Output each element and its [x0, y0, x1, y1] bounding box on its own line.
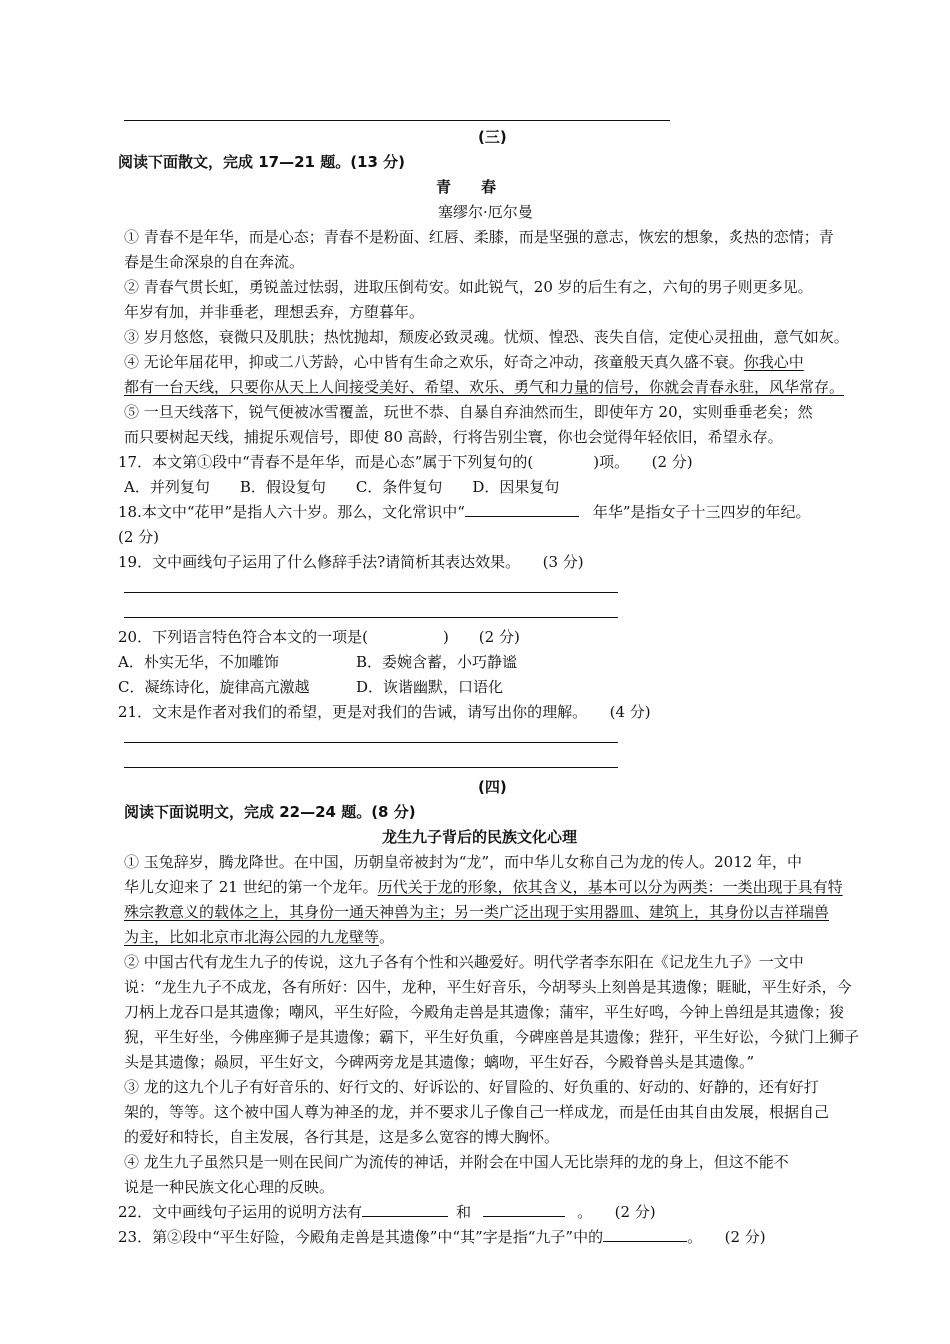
essay-p1-line1: ① 青春不是年华，而是心态；青春不是粉面、红唇、柔膝，而是坚强的意志，恢宏的想象，炙热的恋情；青: [124, 228, 834, 246]
article-p4-line1: ④ 龙生九子虽然只是一则在民间广为流传的神话，并附会在中国人无比崇拜的龙的身上，但这不能不: [124, 1153, 789, 1171]
article-p3-line3: 的爱好和特长，自主发展，各行其是，这是多么宽容的博大胸怀。: [124, 1128, 560, 1146]
question-20-option-c: C．凝练诗化，旋律高亢激越: [118, 678, 310, 696]
question-22-blank-1[interactable]: [362, 1202, 448, 1217]
question-19: 19．文中画线句子运用了什么修辞手法?请简析其表达效果。 (3 分): [118, 553, 584, 571]
article-p4-line2: 说是一种民族文化心理的反映。: [124, 1178, 335, 1196]
essay-p3: ③ 岁月悠悠，衰微只及肌肤；热忱抛却，颓废必致灵魂。忧烦、惶恐、丧失自信，定使心灵扭曲，意气如灰。: [124, 328, 849, 346]
essay-p5-line2: 而只要树起天线，捕捉乐观信号，即使 80 高龄，行将告别尘寰，你也会觉得年轻依旧，希望永存。: [124, 428, 783, 446]
essay-p2-line2: 年岁有加，并非垂老，理想丢弃，方堕暮年。: [124, 303, 425, 321]
article-p1-line3-underlined: 殊宗教意义的载体之上，其身份一通天神兽为主；另一类广泛出现于实用器皿、建筑上，其身份以吉祥瑞兽: [124, 903, 830, 921]
question-23-text: 23．第②段中“平生好险，今殿角走兽是其遗像”中“其”字是指“九子”中的: [118, 1228, 604, 1246]
answer-line-19-1[interactable]: [124, 592, 618, 593]
section-4-instruction: 阅读下面说明文，完成 22—24 题。(8 分): [124, 803, 416, 821]
essay-p4-text: ④ 无论年届花甲，抑或二八芳龄，心中皆有生命之欢乐，好奇之冲动，孩童般天真久盛不衰。: [124, 353, 744, 371]
article-p3-line2: 架的，等等。这个被中国人尊为神圣的龙，并不要求儿子像自己一样成龙，而是任由其自由发展，根据自己: [124, 1103, 830, 1121]
article-p1-line1: ① 玉兔辞岁，腾龙降世。在中国，历朝皇帝被封为“龙”，而中华儿女称自己为龙的传人。2012 年，中: [124, 853, 803, 871]
question-18-points: (2 分): [118, 528, 160, 546]
answer-line-21-2[interactable]: [124, 767, 618, 768]
answer-line-21-1[interactable]: [124, 742, 618, 743]
question-22-and: 和: [456, 1203, 472, 1221]
article-p1-underlined-start: 历代关于龙的形象，依其含义，基本可以分为两类：一类出现于具有特: [377, 878, 843, 896]
article-p2-line4: 猊，平生好坐，今佛座狮子是其遗像；霸下，平生好负重，今碑座兽是其遗像；狴犴，平生好讼，今狱门上狮子: [124, 1028, 860, 1046]
article-p1-period: 。: [379, 928, 395, 946]
article-p3-line1: ③ 龙的这九个儿子有好音乐的、好行文的、好诉讼的、好冒险的、好负重的、好动的、好静的，还有好打: [124, 1078, 819, 1096]
article-p2-line2: 说：“龙生九子不成龙，各有所好：囚牛，龙种，平生好音乐，今胡琴头上刻兽是其遗像；睚眦，平生好杀，今: [124, 978, 852, 996]
question-18-blank[interactable]: [465, 502, 579, 517]
question-22-blank-2[interactable]: [483, 1202, 565, 1217]
section-4-heading: (四): [478, 778, 507, 796]
section-3-instruction: 阅读下面散文，完成 17—21 题。(13 分): [118, 153, 406, 171]
question-20-option-a: A．朴实无华，不加雕饰: [118, 653, 279, 671]
question-22-end: 。 (2 分): [577, 1203, 656, 1221]
answer-line-19-2[interactable]: [124, 617, 618, 618]
essay-p1-line2: 春是生命深泉的自在奔流。: [124, 253, 305, 271]
question-20: 20．下列语言特色符合本文的一项是( ) (2 分): [118, 628, 520, 646]
essay-p4-line2-underlined: 都有一台天线，只要你从天上人间接受美好、希望、欢乐、勇气和力量的信号，你就会青春永驻，风华常存。: [124, 378, 845, 396]
question-23: [118, 1227, 766, 1247]
article-p2-line1: ② 中国古代有龙生九子的传说，这九子各有个性和兴趣爱好。明代学者李东阳在《记龙生九子》一文中: [124, 953, 804, 971]
question-23-blank[interactable]: [603, 1227, 687, 1242]
top-rule: [124, 120, 670, 121]
question-17: 17．本文第①段中“青春不是年华，而是心态”属于下列复句的( )项。 (2 分): [118, 453, 693, 471]
article-p2-line5: 头是其遗像；赑屃，平生好文，今碑两旁龙是其遗像；螭吻，平生好吞，今殿脊兽头是其遗像。”: [124, 1053, 755, 1071]
question-22-text: 22．文中画线句子运用的说明方法有: [118, 1203, 363, 1221]
essay-p4-underlined-start: 你我心中: [743, 353, 804, 371]
essay-author: 塞缪尔·厄尔曼: [438, 203, 533, 221]
section-3-heading: (三): [478, 128, 507, 146]
essay-p2-line1: ② 青春气贯长虹，勇锐盖过怯弱，进取压倒苟安。如此锐气，20 岁的后生有之，六旬的男子则更多见。: [124, 278, 813, 296]
article-p1-line4: [124, 927, 394, 947]
essay-p4-line1: [124, 352, 804, 372]
article-p1-underlined-end: 为主，比如北京市北海公园的九龙壁等: [124, 928, 380, 946]
essay-title: 青 春: [436, 178, 497, 196]
question-20-option-d: D．诙谐幽默，口语化: [356, 678, 504, 696]
question-23-end: 。 (2 分): [687, 1228, 766, 1246]
question-21: 21．文末是作者对我们的希望，更是对我们的告诫，请写出你的理解。 (4 分): [118, 703, 651, 721]
essay-p5-line1: ⑤ 一旦天线落下，锐气便被冰雪覆盖，玩世不恭、自暴自弃油然而生，即使年方 20，实则垂垂老矣；然: [124, 403, 813, 421]
article-p2-line3: 刀柄上龙吞口是其遗像；嘲风，平生好险，今殿角走兽是其遗像；蒲牢，平生好鸣，今钟上兽纽是其遗像；狻: [124, 1003, 845, 1021]
article-title: 龙生九子背后的民族文化心理: [382, 828, 578, 846]
question-22: [118, 1202, 656, 1222]
article-p1-line2: [124, 877, 843, 897]
question-17-options: A．并列复句 B．假设复句 C．条件复句 D．因果复句: [124, 478, 560, 496]
question-18-text-end: 年华”是指女子十三四岁的年纪。: [592, 503, 811, 521]
question-18-line1: [118, 502, 811, 522]
question-20-option-b: B．委婉含蓄，小巧静谧: [356, 653, 518, 671]
question-18-text: 18.本文中“花甲”是指人六十岁。那么，文化常识中“: [118, 503, 465, 521]
article-p1-text: 华儿女迎来了 21 世纪的第一个龙年。: [124, 878, 378, 896]
